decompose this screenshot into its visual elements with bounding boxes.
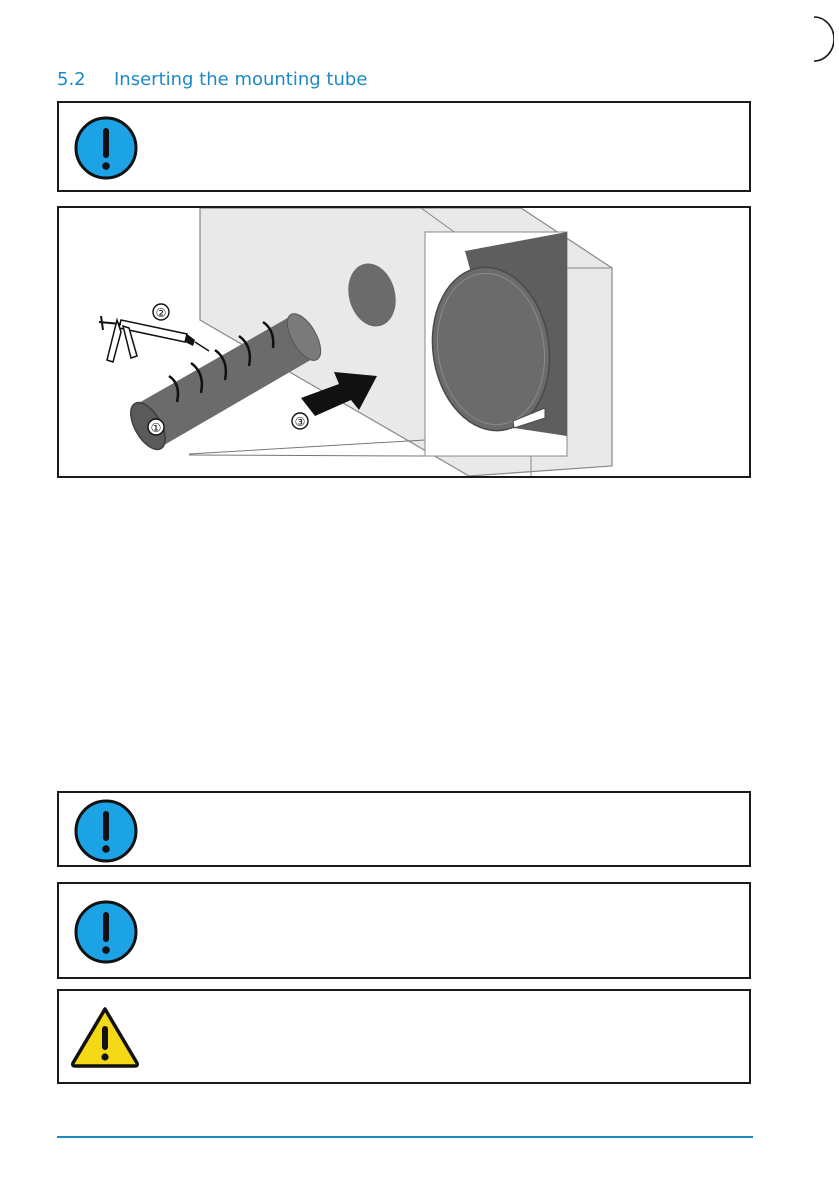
section-title: Inserting the mounting tube xyxy=(114,69,368,90)
caulking-gun-drawing xyxy=(99,316,209,362)
page-corner-mark xyxy=(812,16,834,62)
notice-box-1 xyxy=(57,101,751,192)
figure-illustration xyxy=(59,208,751,478)
exclamation-circle-icon xyxy=(73,115,139,181)
callout-3: ③ xyxy=(294,415,306,429)
warning-box xyxy=(57,989,751,1084)
mounting-tube-figure xyxy=(57,206,751,478)
notice-box-3 xyxy=(57,882,751,979)
exclamation-circle-icon xyxy=(73,798,139,864)
callout-2: ② xyxy=(155,306,167,320)
callout-1: ① xyxy=(150,421,162,435)
section-heading xyxy=(57,69,367,90)
exclamation-circle-icon xyxy=(73,899,139,965)
footer-rule xyxy=(57,1136,753,1138)
section-number: 5.2 xyxy=(57,69,86,90)
notice-box-2 xyxy=(57,791,751,867)
warning-triangle-icon xyxy=(69,1005,141,1069)
